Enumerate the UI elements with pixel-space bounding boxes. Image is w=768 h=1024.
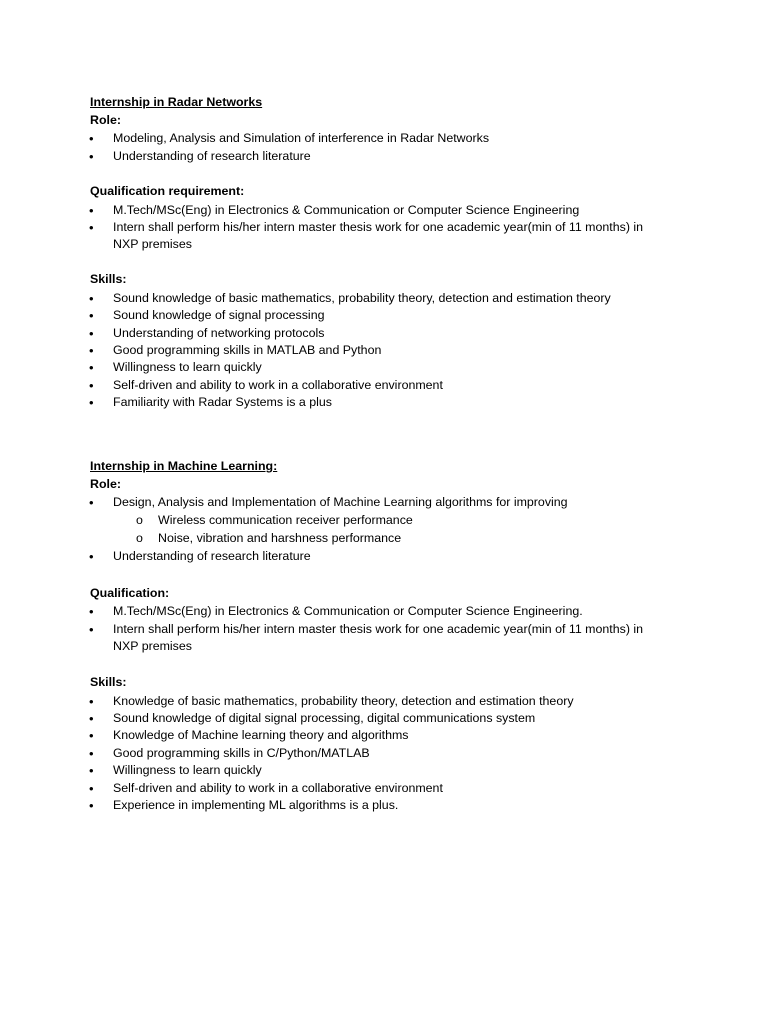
section-title-ml: Internship in Machine Learning: [90,459,278,473]
bullet-icon: • [89,308,94,323]
list-item: Understanding of research literature [113,549,311,563]
list-item: Sound knowledge of signal processing [113,308,325,322]
list-item: Experience in implementing ML algorithms is a plus. [113,798,399,812]
list-item: M.Tech/MSc(Eng) in Electronics & Communication or Computer Science Engineering. [113,604,583,618]
bullet-icon: • [89,495,94,510]
list-item: Sound knowledge of basic mathematics, probability theory, detection and estimation theory [113,291,611,305]
list-item: Self-driven and ability to work in a collaborative environment [113,781,443,795]
list-item: Knowledge of basic mathematics, probability theory, detection and estimation theory [113,694,574,708]
bullet-icon: • [89,549,94,564]
bullet-icon: • [89,694,94,709]
bullet-icon: • [89,378,94,393]
sub-list-item: Noise, vibration and harshness performance [158,531,402,545]
bullet-icon: • [89,131,94,146]
bullet-icon: • [89,395,94,410]
bullet-icon: • [89,622,94,637]
skills-label: Skills: [90,272,127,286]
role-label: Role: [90,113,121,127]
list-item: Design, Analysis and Implementation of Machine Learning algorithms for improving [113,495,568,509]
role-label: Role: [90,477,121,491]
bullet-icon: • [89,763,94,778]
skills-label: Skills: [90,675,127,689]
bullet-icon: • [89,220,94,235]
list-item-continuation: NXP premises [113,237,192,251]
list-item: Understanding of research literature [113,149,311,163]
list-item: Intern shall perform his/her intern master thesis work for one academic year(min of 11 months) in [113,220,644,234]
list-item-continuation: NXP premises [113,639,192,653]
list-item: Willingness to learn quickly [113,360,262,374]
bullet-icon: • [89,360,94,375]
list-item: Knowledge of Machine learning theory and algorithms [113,728,409,742]
list-item: Understanding of networking protocols [113,326,325,340]
list-item: Self-driven and ability to work in a collaborative environment [113,378,443,392]
bullet-icon: • [89,149,94,164]
list-item: Intern shall perform his/her intern master thesis work for one academic year(min of 11 months) in [113,622,644,636]
list-item: Familiarity with Radar Systems is a plus [113,395,332,409]
bullet-icon: • [89,781,94,796]
bullet-icon: • [89,746,94,761]
bullet-icon: • [89,203,94,218]
bullet-icon: • [89,728,94,743]
qualification-label: Qualification: [90,586,170,600]
bullet-icon: • [89,326,94,341]
list-item: Good programming skills in C/Python/MATLAB [113,746,370,760]
list-item: Modeling, Analysis and Simulation of interference in Radar Networks [113,131,490,145]
bullet-icon: • [89,604,94,619]
sub-bullet-icon: o [136,513,143,527]
sub-list-item: Wireless communication receiver performance [158,513,413,527]
qualification-label: Qualification requirement: [90,184,245,198]
section-title-radar: Internship in Radar Networks [90,95,263,109]
list-item: M.Tech/MSc(Eng) in Electronics & Communication or Computer Science Engineering [113,203,580,217]
bullet-icon: • [89,711,94,726]
bullet-icon: • [89,291,94,306]
bullet-icon: • [89,798,94,813]
list-item: Willingness to learn quickly [113,763,262,777]
list-item: Sound knowledge of digital signal processing, digital communications system [113,711,536,725]
bullet-icon: • [89,343,94,358]
list-item: Good programming skills in MATLAB and Python [113,343,382,357]
sub-bullet-icon: o [136,531,143,545]
